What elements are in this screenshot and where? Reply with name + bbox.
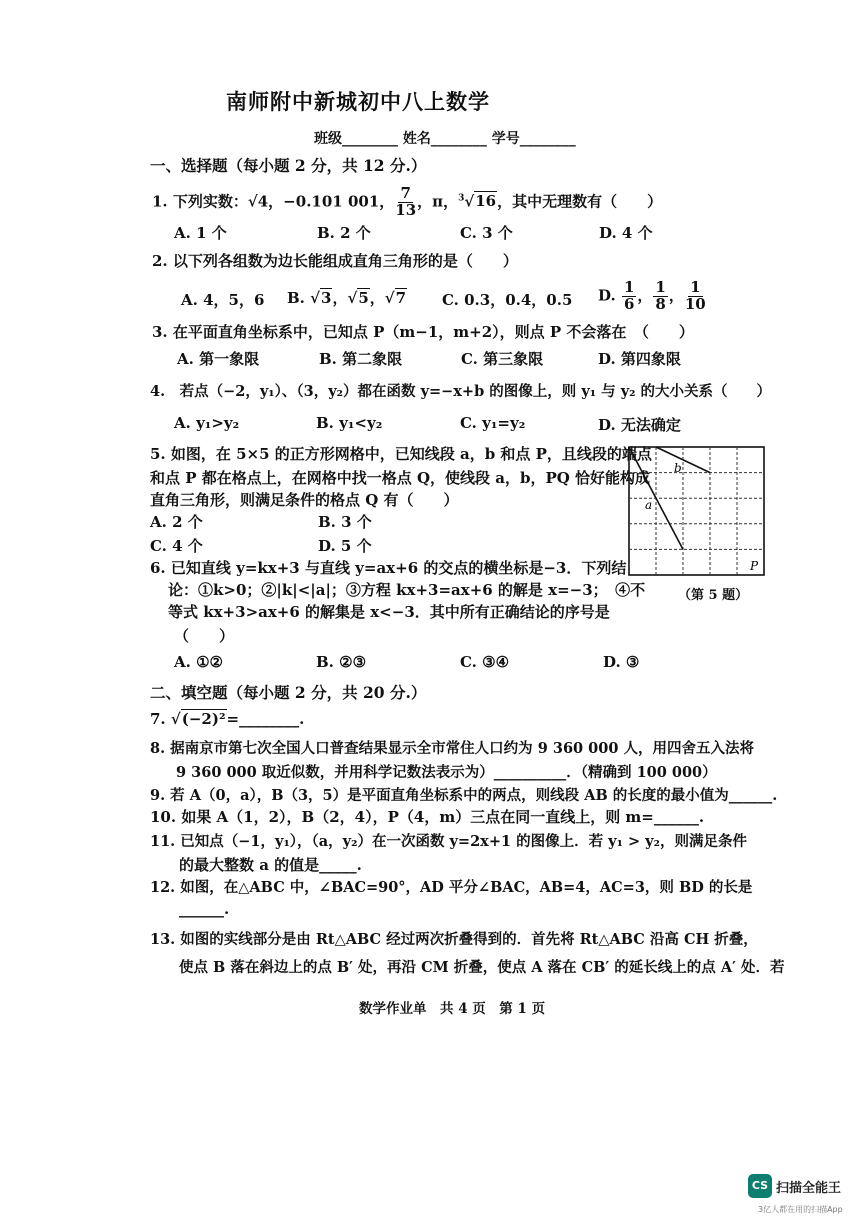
question-9: 9. 若 A（0，a），B（3，5）是平面直角坐标系中的两点，则线段 AB 的长度的最小值为______. — [150, 787, 778, 804]
question-6-line-2: 论：①k>0；②|k|<|a|；③方程 kx+3=ax+6 的解是 x=−3； ④不 — [168, 581, 646, 599]
question-11-line-1: 11. 已知点（−1，y₁），（a，y₂）在一次函数 y=2x+1 的图像上．若 y₁ > y₂，则满足条件 — [150, 833, 747, 850]
fraction — [685, 280, 706, 313]
fraction-numerator: 1 — [690, 278, 701, 296]
section-choice-heading: 一、选择题（每小题 2 分，共 12 分.） — [150, 156, 427, 175]
question-3: 3. 在平面直角坐标系中，已知点 P（m−1，m+2），则点 P 不会落在 （ ） — [152, 323, 694, 341]
q1-tail: ，其中无理数有（ ） — [497, 192, 663, 211]
q5-option-a: A. 2 个 — [150, 513, 203, 531]
q1-part-a: 4，−0.101 001， — [257, 192, 395, 211]
option-label: D. — [598, 286, 616, 305]
question-12-line-1: 12. 如图，在△ABC 中，∠BAC=90°，AD 平分∠BAC，AB=4，AC=3，则 BD 的长是 — [150, 879, 753, 896]
fraction-numerator: 7 — [400, 184, 411, 202]
q7-blank: =________. — [226, 710, 305, 728]
scanner-app-name: 扫描全能王 — [776, 1181, 842, 1196]
sqrt-symbol: √ — [310, 289, 320, 307]
question-7 — [150, 710, 304, 728]
sqrt-symbol: √ — [464, 192, 475, 211]
q6-option-c: C. ③④ — [460, 653, 510, 671]
grid-figure-svg — [628, 446, 768, 578]
cube-root-index: 3 — [458, 193, 465, 204]
question-5-line-2: 和点 P 都在格点上，在网格中找一格点 Q，使线段 a，b，PQ 恰好能构成 — [150, 469, 651, 487]
q4-option-b: B. y₁<y₂ — [316, 414, 383, 432]
q3-option-b: B. 第二象限 — [319, 350, 403, 368]
scanner-logo-icon: CS — [748, 1174, 772, 1198]
fraction — [622, 280, 636, 313]
q2-option-d: D. $\frac{1}{6}$ ， $\frac{1}{8}$ ， $\frac{1}{10}$ — [598, 278, 706, 313]
question-4: 4. 若点（−2，y₁）、（3，y₂）都在函数 y=−x+b 的图像上，则 y₁ 与 y₂ 的大小关系（ ） — [150, 383, 772, 400]
question-11-line-2: 的最大整数 a 的值是_____. — [179, 856, 362, 874]
fraction — [653, 280, 667, 313]
label-p: P — [750, 559, 759, 573]
sqrt-symbol: √ — [170, 710, 181, 728]
question-5-line-1: 5. 如图，在 5×5 的正方形网格中，已知线段 a，b 和点 P，且线段的端点 — [150, 445, 652, 463]
q2-option-c: C. 0.3，0.4，0.5 — [442, 291, 573, 309]
q4-option-c: C. y₁=y₂ — [460, 414, 526, 432]
page-footer: 数学作业单 共 4 页 第 1 页 — [359, 1001, 546, 1017]
question-5-line-3: 直角三角形，则满足条件的格点 Q 有（ ） — [150, 491, 459, 509]
q7-lead: 7. — [150, 710, 166, 728]
q1-option-c: C. 3 个 — [460, 224, 513, 242]
q5-option-b: B. 3 个 — [318, 513, 372, 531]
scanner-app-tagline: 3亿人都在用的扫描App — [758, 1205, 843, 1214]
q1-option-d: D. 4 个 — [599, 224, 653, 242]
sqrt-symbol: √ — [384, 289, 395, 307]
page-title: 南师附中新城初中八上数学 — [226, 89, 490, 114]
q4-option-d: D. 无法确定 — [598, 416, 681, 434]
label-b: b — [674, 461, 682, 475]
radicand: (−2)² — [181, 710, 226, 728]
question-8-line-2: 9 360 000 取近似数，并用科学记数法表示为）__________．（精确到 100 000） — [176, 764, 717, 781]
q1-option-b: B. 2 个 — [317, 224, 371, 242]
fraction-denominator: 10 — [684, 294, 706, 313]
cube-root-radicand: 16 — [475, 192, 497, 211]
q3-option-a: A. 第一象限 — [177, 350, 260, 368]
sqrt-symbol: √ — [347, 289, 358, 307]
question-6-line-1: 6. 已知直线 y=kx+3 与直线 y=ax+6 的交点的横坐标是−3．下列结 — [150, 559, 627, 577]
question-6-line-3: 等式 kx+3>ax+6 的解集是 x<−3．其中所有正确结论的序号是 — [168, 603, 610, 621]
q4-option-a: A. y₁>y₂ — [174, 414, 240, 432]
question-12-line-2: ______. — [179, 900, 230, 918]
q3-option-d: D. 第四象限 — [598, 350, 681, 368]
q1-fraction — [395, 186, 416, 219]
question-6-line-4: （ ） — [174, 627, 235, 645]
q3-option-c: C. 第三象限 — [461, 350, 544, 368]
q5-option-c: C. 4 个 — [150, 537, 203, 555]
option-label: B. — [287, 289, 305, 307]
question-1 — [152, 186, 662, 219]
q5-option-d: D. 5 个 — [318, 537, 372, 555]
fraction-denominator: 6 — [623, 294, 635, 313]
radicand: 3 — [321, 289, 332, 307]
radicand: 5 — [358, 289, 369, 307]
q1-part-b: ，π， — [417, 192, 459, 211]
q6-option-d: D. ③ — [603, 653, 640, 671]
question-13-line-2: 使点 B 落在斜边上的点 B′ 处，再沿 CM 折叠，使点 A 落在 CB′ 的延长线上的点 A′ 处．若 — [179, 959, 785, 976]
q2-option-a: A. 4，5，6 — [181, 291, 265, 309]
sqrt-symbol: √ — [247, 192, 258, 211]
figure-caption-q5: （第 5 题） — [678, 588, 749, 603]
label-a: a — [645, 498, 653, 512]
q1-lead: 1. 下列实数： — [152, 192, 248, 211]
radicand: 7 — [395, 289, 407, 307]
fraction-numerator: 1 — [623, 278, 635, 296]
q1-option-a: A. 1 个 — [174, 224, 227, 242]
q6-option-b: B. ②③ — [316, 653, 367, 671]
q6-option-a: A. ①② — [174, 653, 223, 671]
fraction-numerator: 1 — [655, 278, 666, 296]
question-10: 10. 如果 A（1，2），B（2，4），P（4，m）三点在同一直线上，则 m=______. — [150, 808, 705, 826]
q2-option-b: B. √3，√5，√7 — [287, 289, 407, 307]
fraction-denominator: 13 — [395, 200, 417, 219]
fraction-denominator: 8 — [655, 294, 666, 313]
question-2: 2. 以下列各组数为边长能组成直角三角形的是（ ） — [152, 252, 518, 270]
student-info-line: 班级________ 姓名________ 学号________ — [314, 131, 576, 147]
grid-figure-q5 — [628, 446, 768, 578]
section-fill-heading: 二、填空题（每小题 2 分，共 20 分.） — [150, 683, 427, 702]
question-13-line-1: 13. 如图的实线部分是由 Rt△ABC 经过两次折叠得到的．首先将 Rt△ABC 沿高 CH 折叠， — [150, 931, 758, 948]
question-8-line-1: 8. 据南京市第七次全国人口普查结果显示全市常住人口约为 9 360 000 人，用四舍五入法将 — [150, 740, 754, 757]
